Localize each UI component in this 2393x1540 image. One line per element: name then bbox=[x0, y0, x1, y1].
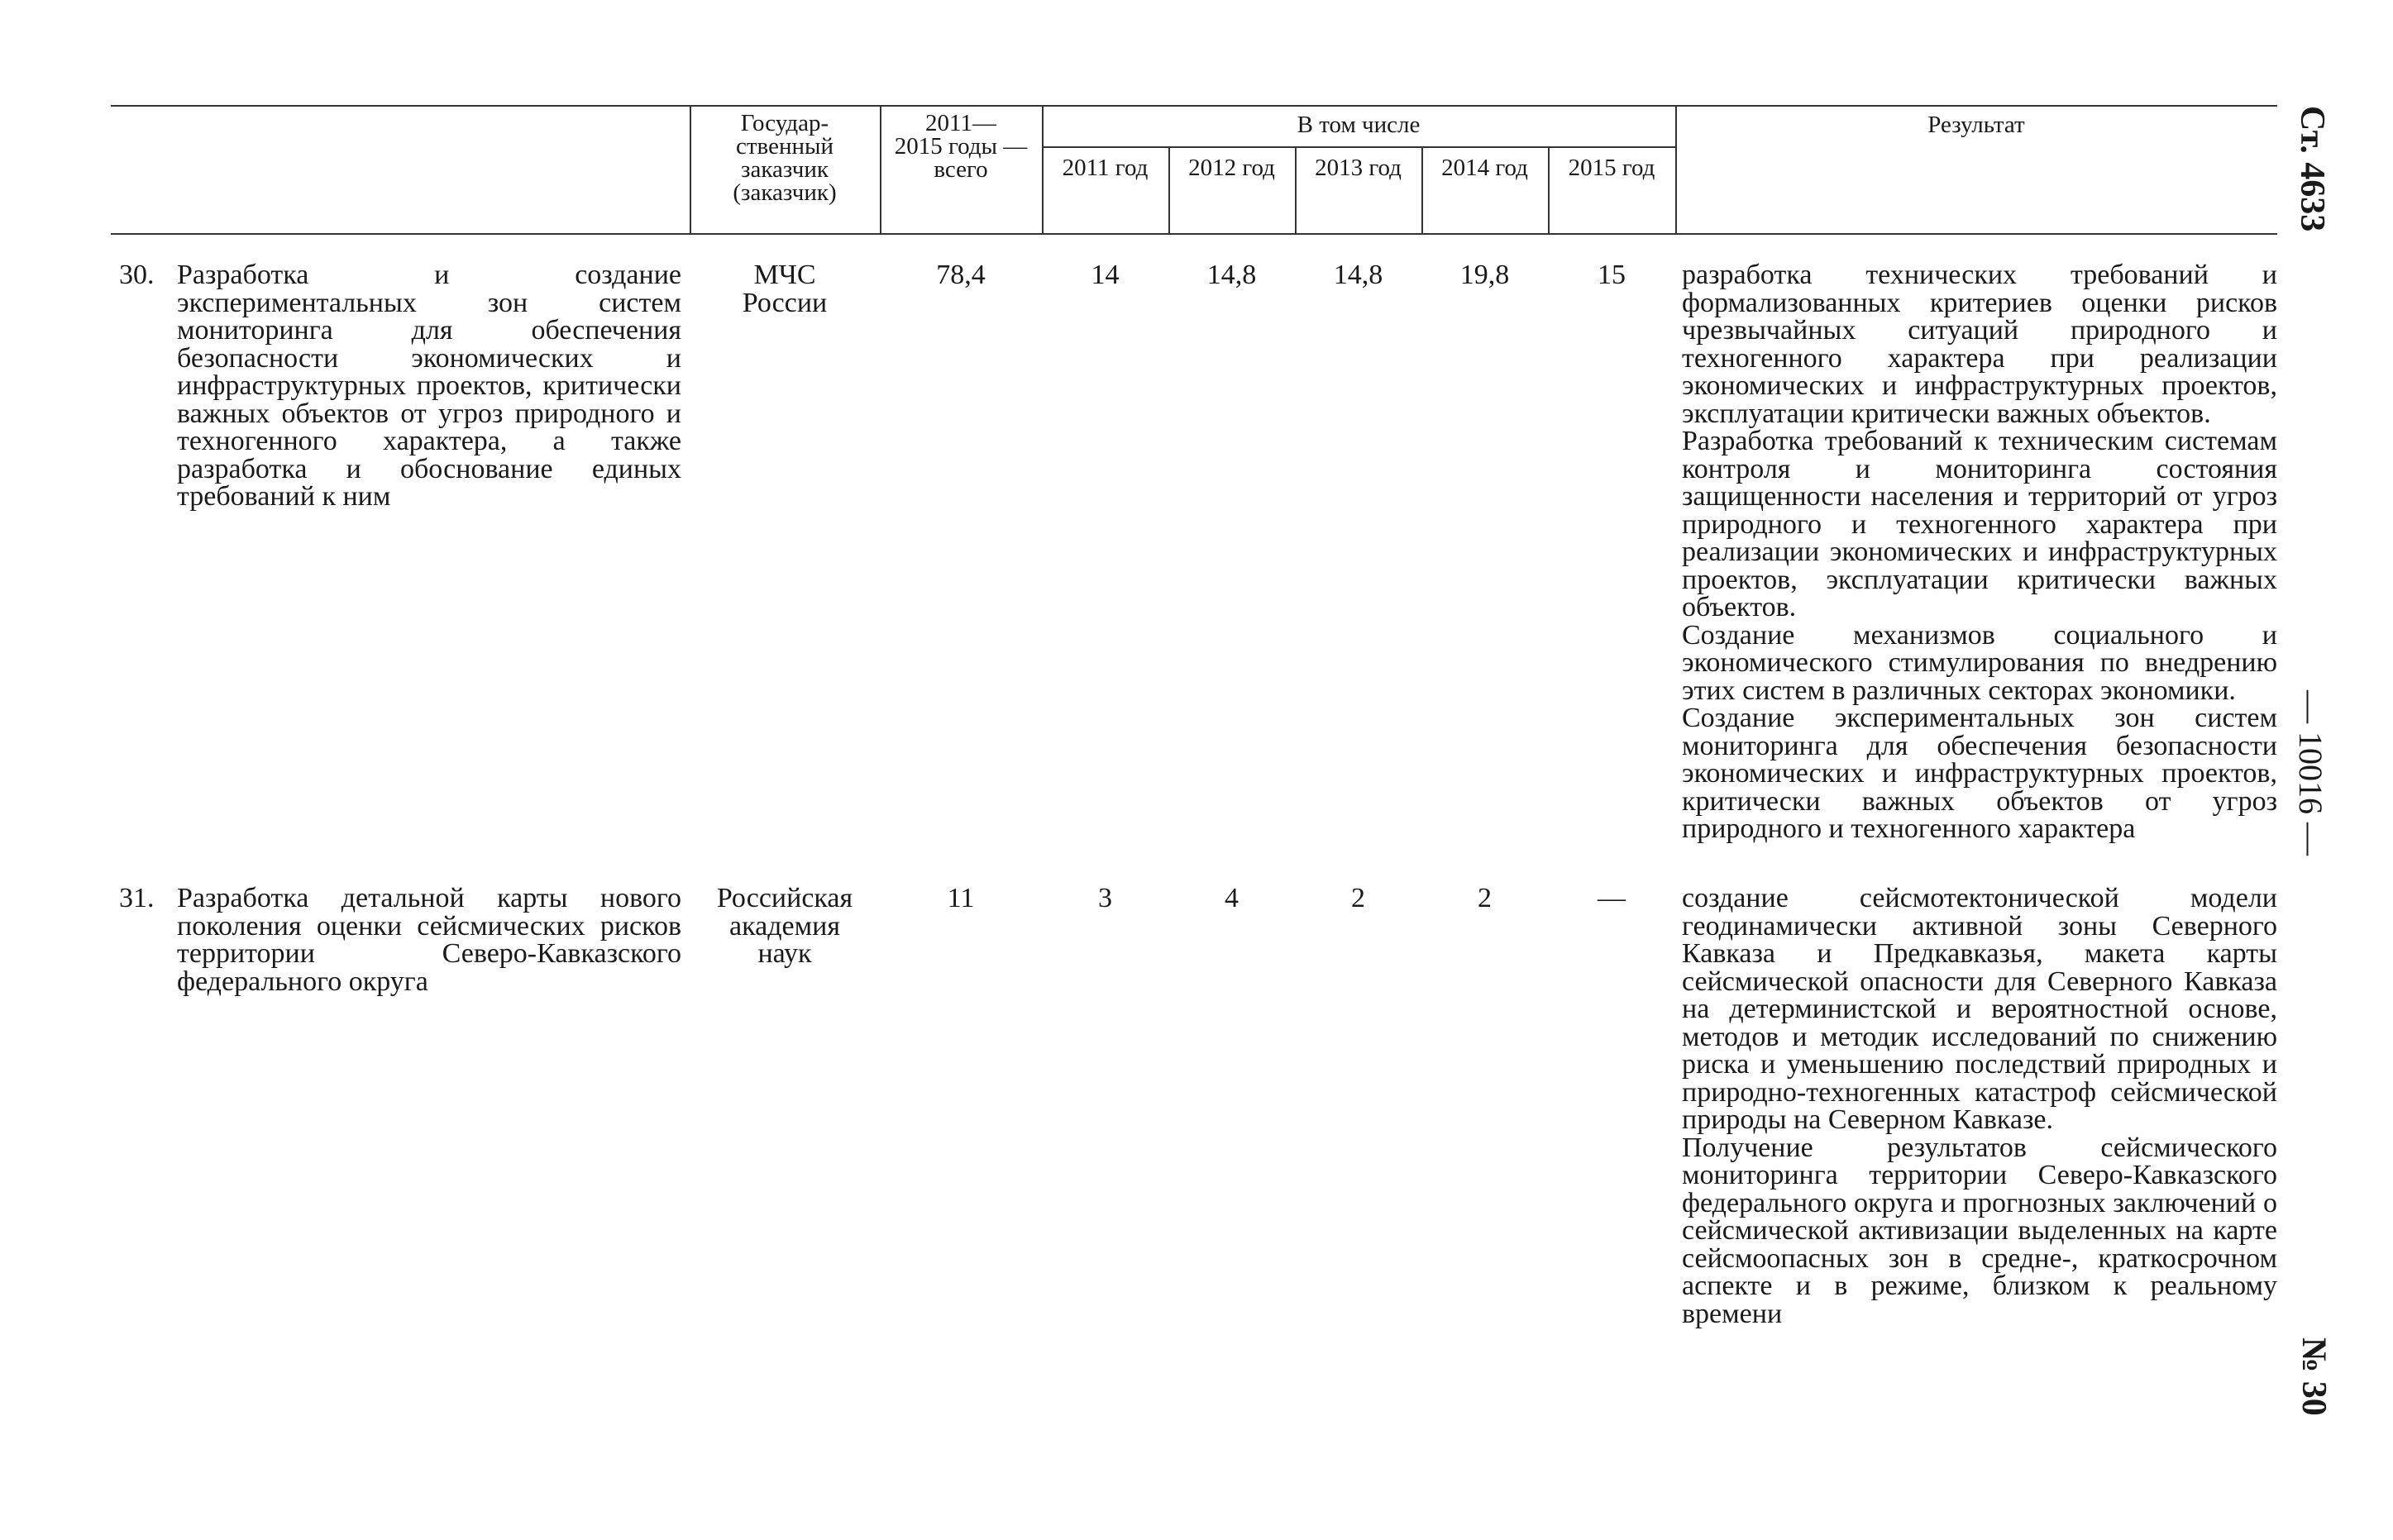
header-top-rule bbox=[111, 105, 2277, 107]
row-year-value: 15 bbox=[1598, 260, 1626, 290]
header-total: 2011— 2015 годы — всего bbox=[894, 110, 1028, 183]
result-paragraph: создание сейсмотектонической модели геодинамически активной зоны Северного Кавказа и Предкавказья, макета карты сейсмической опасности для Северного Кавказа на детерминистской и вероятностной основе, методов и методик исследований по снижению риска и уменьшению последствий природных и природно-техногенных катастроф сейсмической природы на Северном Кавказе. bbox=[1682, 883, 2277, 1135]
header-year-2015: 2015 год bbox=[1568, 155, 1655, 181]
result-paragraph: разработка технических требований и формализованных критериев оценки рисков чрезвычайных ситуаций природного и техногенного характера при реализации экономических и инфраструктурных проектов, эксплуатации критически важных объектов. bbox=[1682, 260, 2277, 429]
years-subheader-rule bbox=[1042, 146, 1675, 148]
row-number: 30. bbox=[119, 260, 155, 290]
header-year-2012: 2012 год bbox=[1188, 155, 1275, 181]
row-result bbox=[1682, 261, 2277, 843]
row-customer: Российская академия наук bbox=[716, 883, 853, 969]
row-total: 78,4 bbox=[936, 260, 986, 290]
row-name: Разработка и создание экспериментальных зон систем мониторинга для обеспечения безопасности экономических и инфраструктурных проектов, критически важных объектов от угроз природного и техногенного характера, а также разработка и обоснование единых требований к ним bbox=[177, 260, 681, 512]
row-year-value: 3 bbox=[1098, 883, 1112, 913]
header-bottom-rule bbox=[111, 233, 2277, 235]
row-year-value: 2 bbox=[1351, 883, 1365, 913]
result-paragraph: Получение результатов сейсмического мониторинга территории Северо-Кавказского федерального округа и прогнозных заключений о сейсмической активизации выделенных на карте сейсмоопасных зон в средне-, краткосрочном аспекте и в режиме, близком к реальному времени bbox=[1682, 1132, 2277, 1329]
row-year-value: — bbox=[1598, 883, 1626, 913]
row-year-value: 14,8 bbox=[1206, 260, 1257, 290]
row-result bbox=[1682, 884, 2277, 1328]
document-number: — 10016 — bbox=[2292, 690, 2329, 856]
header-customer: Государ- ственный заказчик (заказчик) bbox=[733, 110, 837, 206]
row-year-value: 2 bbox=[1478, 883, 1492, 913]
page-label: Ст. 4633 bbox=[2293, 106, 2331, 232]
header-including: В том числе bbox=[1297, 112, 1421, 138]
row-year-value: 4 bbox=[1225, 883, 1239, 913]
header-year-2011: 2011 год bbox=[1062, 155, 1149, 181]
header-result: Результат bbox=[1927, 112, 2025, 138]
result-paragraph: Создание механизмов социального и экономического стимулирования по внедрению этих систем в различных секторах экономики. bbox=[1682, 619, 2277, 706]
row-year-value: 14,8 bbox=[1333, 260, 1383, 290]
row-year-value: 14 bbox=[1091, 260, 1120, 290]
row-customer: МЧС России bbox=[742, 260, 828, 318]
result-paragraph: Разработка требований к техническим системам контроля и мониторинга состояния защищенности населения и территорий от угроз природного и техногенного характера при реализации экономических и инфраструктурных проектов, эксплуатации критически важных объектов. bbox=[1682, 426, 2277, 622]
row-year-value: 19,8 bbox=[1459, 260, 1510, 290]
row-number: 31. bbox=[119, 883, 155, 913]
row-name: Разработка детальной карты нового поколения оценки сейсмических рисков территории Северо-Кавказского федерального округа bbox=[177, 883, 681, 997]
header-year-2013: 2013 год bbox=[1315, 155, 1402, 181]
row-total: 11 bbox=[947, 883, 975, 913]
header-year-2014: 2014 год bbox=[1441, 155, 1528, 181]
result-paragraph: Создание экспериментальных зон систем мониторинга для обеспечения безопасности экономических и инфраструктурных проектов, критически важных объектов от угроз природного и техногенного характера bbox=[1682, 703, 2277, 844]
issue-number: № 30 bbox=[2295, 1337, 2333, 1416]
